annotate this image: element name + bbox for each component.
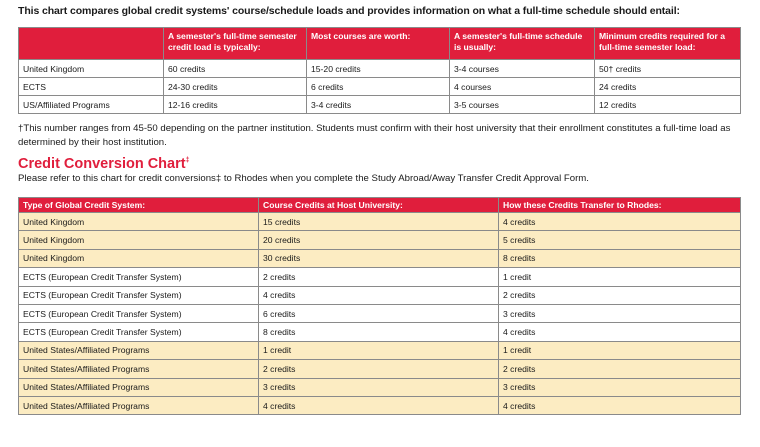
table-row	[19, 341, 741, 359]
table-cell: United Kingdom	[19, 60, 164, 78]
table-row	[19, 304, 741, 322]
table-cell: 2 credits	[259, 268, 499, 286]
table-cell: 30 credits	[259, 249, 499, 267]
table-cell: 60 credits	[164, 60, 307, 78]
table-cell: 12 credits	[595, 96, 741, 114]
table-cell: 8 credits	[499, 249, 741, 267]
table-row	[19, 268, 741, 286]
table-cell: US/Affiliated Programs	[19, 96, 164, 114]
table-cell: 3-4 credits	[307, 96, 450, 114]
table-header-cell: A semester's full-time schedule is usually:	[450, 28, 595, 60]
table-cell: 4 credits	[499, 323, 741, 341]
table-cell: ECTS (European Credit Transfer System)	[19, 304, 259, 322]
table-cell: 4 courses	[450, 78, 595, 96]
table-cell: 5 credits	[499, 231, 741, 249]
table-cell: 3 credits	[259, 378, 499, 396]
table-cell: 1 credit	[499, 341, 741, 359]
table-cell: United Kingdom	[19, 249, 259, 267]
table-cell: 50† credits	[595, 60, 741, 78]
table-row	[19, 78, 741, 96]
table-cell: 3 credits	[499, 378, 741, 396]
table-cell: 4 credits	[499, 396, 741, 414]
table-cell: 1 credit	[499, 268, 741, 286]
table-cell: 24-30 credits	[164, 78, 307, 96]
table-cell: United States/Affiliated Programs	[19, 396, 259, 414]
table-cell: United Kingdom	[19, 231, 259, 249]
table-header-cell: Minimum credits required for a full-time semester load:	[595, 28, 741, 60]
table-cell: 4 credits	[259, 286, 499, 304]
table-cell: 8 credits	[259, 323, 499, 341]
table-cell: 15 credits	[259, 213, 499, 231]
table-cell: 3 credits	[499, 304, 741, 322]
table-cell: 2 credits	[499, 360, 741, 378]
table-row	[19, 378, 741, 396]
footnote: †This number ranges from 45-50 depending on the partner institution. Students must confirm with their host university that their enrollment constitutes a full-time load as determined by their host institution.	[18, 123, 731, 148]
table-header-cell: Course Credits at Host University:	[259, 198, 499, 213]
conversion-chart-title	[18, 156, 190, 172]
table-cell: United States/Affiliated Programs	[19, 360, 259, 378]
table-header-cell: A semester's full-time semester credit load is typically:	[164, 28, 307, 60]
table-cell: 3-5 courses	[450, 96, 595, 114]
table-cell: 4 credits	[499, 213, 741, 231]
conversion-title-mark: ‡	[185, 157, 190, 165]
table-row	[19, 360, 741, 378]
table-row	[19, 323, 741, 341]
table-header-cell: Most courses are worth:	[307, 28, 450, 60]
refer-text: Please refer to this chart for credit conversions‡ to Rhodes when you complete the Study Abroad/Away Transfer Credit Approval Form.	[18, 173, 589, 184]
table-cell: 2 credits	[499, 286, 741, 304]
table-row	[19, 249, 741, 267]
credit-load-header-row	[19, 28, 741, 60]
conversion-header-row	[19, 198, 741, 213]
table-cell: ECTS (European Credit Transfer System)	[19, 323, 259, 341]
table-cell: 6 credits	[259, 304, 499, 322]
table-row	[19, 213, 741, 231]
table-row	[19, 396, 741, 414]
table-header-cell: Type of Global Credit System:	[19, 198, 259, 213]
table-cell: 4 credits	[259, 396, 499, 414]
table-cell: United States/Affiliated Programs	[19, 378, 259, 396]
table-cell: 2 credits	[259, 360, 499, 378]
table-cell: United Kingdom	[19, 213, 259, 231]
table-cell: 12-16 credits	[164, 96, 307, 114]
table-row	[19, 231, 741, 249]
conversion-title-text: Credit Conversion Chart	[18, 156, 186, 172]
table-cell: 3-4 courses	[450, 60, 595, 78]
table-cell: 20 credits	[259, 231, 499, 249]
intro-text: This chart compares global credit systems' course/schedule loads and provides information on what a full-time schedule should entail:	[18, 5, 680, 17]
table-cell: 24 credits	[595, 78, 741, 96]
credit-conversion-table	[18, 197, 741, 415]
table-cell: 15-20 credits	[307, 60, 450, 78]
table-cell: ECTS	[19, 78, 164, 96]
credit-load-table	[18, 27, 741, 114]
table-row	[19, 286, 741, 304]
table-cell: 6 credits	[307, 78, 450, 96]
table-cell: United States/Affiliated Programs	[19, 341, 259, 359]
table-row	[19, 60, 741, 78]
table-header-cell	[19, 28, 164, 60]
table-header-cell: How these Credits Transfer to Rhodes:	[499, 198, 741, 213]
table-row	[19, 96, 741, 114]
table-cell: ECTS (European Credit Transfer System)	[19, 268, 259, 286]
table-cell: ECTS (European Credit Transfer System)	[19, 286, 259, 304]
table-cell: 1 credit	[259, 341, 499, 359]
